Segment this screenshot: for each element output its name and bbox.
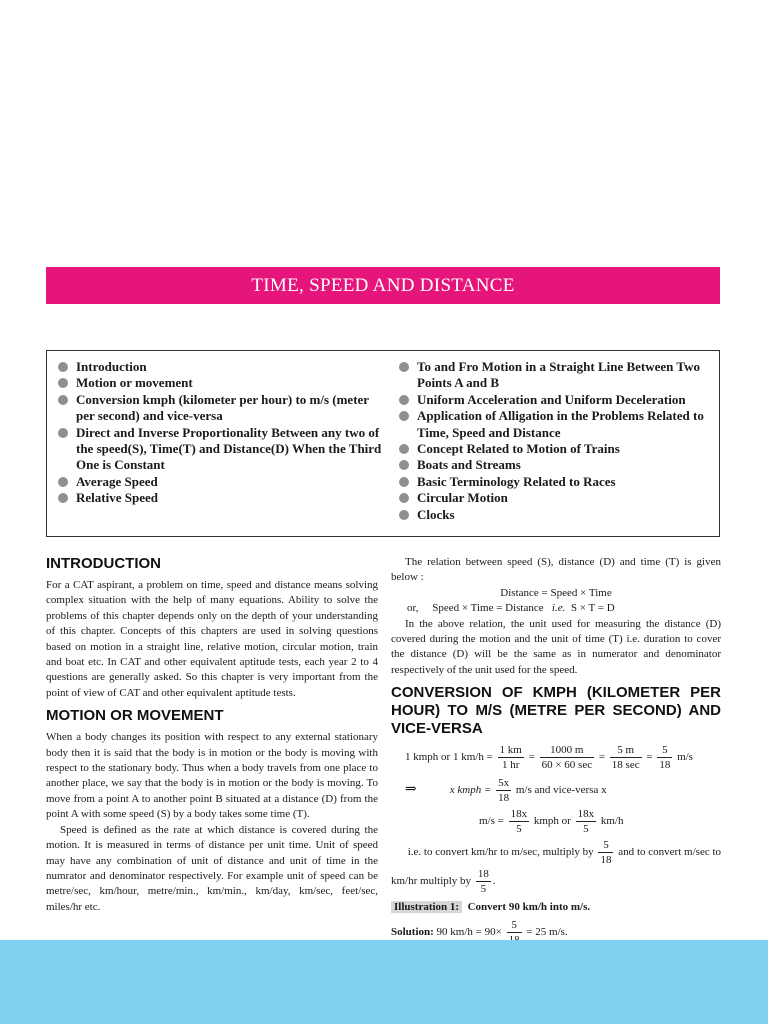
speed-time-equation: or, Speed × Time = Distance i.e. S × T = D bbox=[407, 602, 615, 615]
section-heading-conversion: CONVERSION OF KMPH (KILOMETER PER HOUR) TO M/S (METRE PER SECOND) AND VICE-VERSA bbox=[391, 684, 721, 738]
illustration-1: Illustration 1: Convert 90 km/h into m/s. bbox=[391, 900, 721, 915]
fraction: $\frac{5 m}{18 \sec}$ bbox=[611, 744, 640, 772]
bullet-icon bbox=[399, 444, 409, 454]
fraction: $\frac{1 km}{1 hr}$ bbox=[499, 744, 522, 772]
topic-item: Basic Terminology Related to Races bbox=[399, 474, 717, 490]
topic-item: Average Speed bbox=[58, 474, 388, 490]
bullet-icon bbox=[399, 362, 409, 372]
topic-item: Clocks bbox=[399, 507, 717, 523]
topic-item: Relative Speed bbox=[58, 490, 388, 506]
fraction: $\frac{5}{18}$ bbox=[659, 744, 671, 772]
topic-item: Circular Motion bbox=[399, 490, 717, 506]
fraction: $\frac{18}{5}$ bbox=[477, 868, 489, 896]
speed-definition-paragraph: Speed is defined as the rate at which distance is covered during the motion. It is measured in terms of distance per unit time. Unit of speed may have any combination of unit of distance and unit of time in the numrator and denominator respectively. For example unit of speed can be metre/sec, km/hour, metre/min., km/min., km/day, km/sec, feet/sec, miles/hr etc. bbox=[46, 823, 378, 913]
topic-item: Conversion kmph (kilometer per hour) to m/s (meter per second) and vice-versa bbox=[58, 392, 388, 425]
topic-item: Motion or movement bbox=[58, 375, 388, 391]
bullet-icon bbox=[399, 460, 409, 470]
bullet-icon bbox=[58, 428, 68, 438]
topics-right-column bbox=[399, 359, 717, 523]
fraction: $\frac{5x}{18}$ bbox=[498, 777, 510, 805]
section-heading-motion: MOTION OR MOVEMENT bbox=[46, 707, 224, 725]
distance-equation: Distance = Speed × Time bbox=[500, 586, 612, 599]
introduction-paragraph: For a CAT aspirant, a problem on time, speed and distance means solving complex situation with the help of many equations. Ability to solve the problems of this chapter depends only on the depth of your understanding of this chapter. Concepts of this chapters are used in solving questions based on motion in a straight line, relative motion, circular motion, train and boat etc. In CAT and other equivalent aptitude tests, each year 2 to 4 questions are generally asked. So this chapter is very important from the point of view of CAT and other equivalent aptitude tests. bbox=[46, 579, 378, 699]
topic-item: Boats and Streams bbox=[399, 457, 717, 473]
relation-intro: The relation between speed (S), distance (D) and time (T) is given below : bbox=[391, 556, 721, 584]
conversion-equation-3: m/s = $\frac{18x}{5}$ kmph or $\frac{18x}{5}$ km/h bbox=[479, 808, 624, 836]
bullet-icon bbox=[58, 395, 68, 405]
topic-item: Direct and Inverse Proportionality Between any two of the speed(S), Time(T) and Distance(D) When the Third One is Constant bbox=[58, 425, 388, 474]
bullet-icon bbox=[58, 493, 68, 503]
fraction: $\frac{18x}{5}$ bbox=[510, 808, 528, 836]
footer-band bbox=[0, 940, 768, 1024]
conversion-equation-2: ⇒ x kmph = $\frac{5x}{18}$ m/s and vice-versa x bbox=[405, 777, 607, 805]
conversion-equation-1: 1 kmph or 1 km/h = $\frac{1 km}{1 hr}$ = $\frac{1000 m}{60 \times 60 \sec}$ = $\frac{5 m}{18 \sec}$ = $\frac{5}{18}$ m/s bbox=[405, 744, 693, 772]
bullet-icon bbox=[399, 477, 409, 487]
chapter-title-banner: TIME, SPEED AND DISTANCE bbox=[46, 267, 720, 304]
section-heading-introduction: INTRODUCTION bbox=[46, 555, 161, 572]
bullet-icon bbox=[399, 411, 409, 421]
topics-left-column bbox=[58, 359, 388, 507]
motion-paragraph: When a body changes its position with respect to any external stationary body then it is said that the body is in motion or the body is moving with respect to the stationary body. Thus when a body travels from one place to another place, we say that the body is in motion or the body is moving. To move from a point A to another point B situated at a distance (D) from the point A with some speed (S) by a body takes some time (T). bbox=[46, 731, 378, 821]
left-text-column bbox=[46, 555, 378, 915]
fraction: $\frac{1000 m}{60 \times 60 \sec}$ bbox=[541, 744, 593, 772]
bullet-icon bbox=[58, 477, 68, 487]
topic-item: Uniform Acceleration and Uniform Deceleration bbox=[399, 392, 717, 408]
implies-arrow-icon: ⇒ bbox=[405, 782, 417, 798]
fraction: $\frac{5}{18}$ bbox=[600, 839, 612, 867]
relation-paragraph: In the above relation, the unit used for measuring the distance (D) covered during the motion and the unit of time (T) i.e. duration to cover the distance (D) will be the same as in numerator and denominator respectively of the unit used for the speed. bbox=[391, 617, 721, 676]
bullet-icon bbox=[399, 395, 409, 405]
fraction: 5 bbox=[507, 918, 522, 947]
conversion-note: i.e. to convert km/hr to m/sec, multiply by $\frac{5}{18}$ and to convert m/sec to km/hr multiply by $\frac{18}{5}$ . bbox=[391, 839, 722, 896]
bullet-icon bbox=[399, 493, 409, 503]
right-text-column bbox=[391, 555, 721, 947]
topic-item: Introduction bbox=[58, 359, 388, 375]
bullet-icon bbox=[58, 378, 68, 388]
topic-item: Concept Related to Motion of Trains bbox=[399, 441, 717, 457]
bullet-icon bbox=[399, 510, 409, 520]
topics-box bbox=[46, 350, 720, 537]
topic-item: Application of Alligation in the Problems Related to Time, Speed and Distance bbox=[399, 408, 717, 441]
solution-1: Solution: 90 km/h = 90× 5 = 25 m/s. bbox=[391, 918, 721, 947]
bullet-icon bbox=[58, 362, 68, 372]
fraction: $\frac{18x}{5}$ bbox=[577, 808, 595, 836]
topic-item: To and Fro Motion in a Straight Line Between Two Points A and B bbox=[399, 359, 717, 392]
